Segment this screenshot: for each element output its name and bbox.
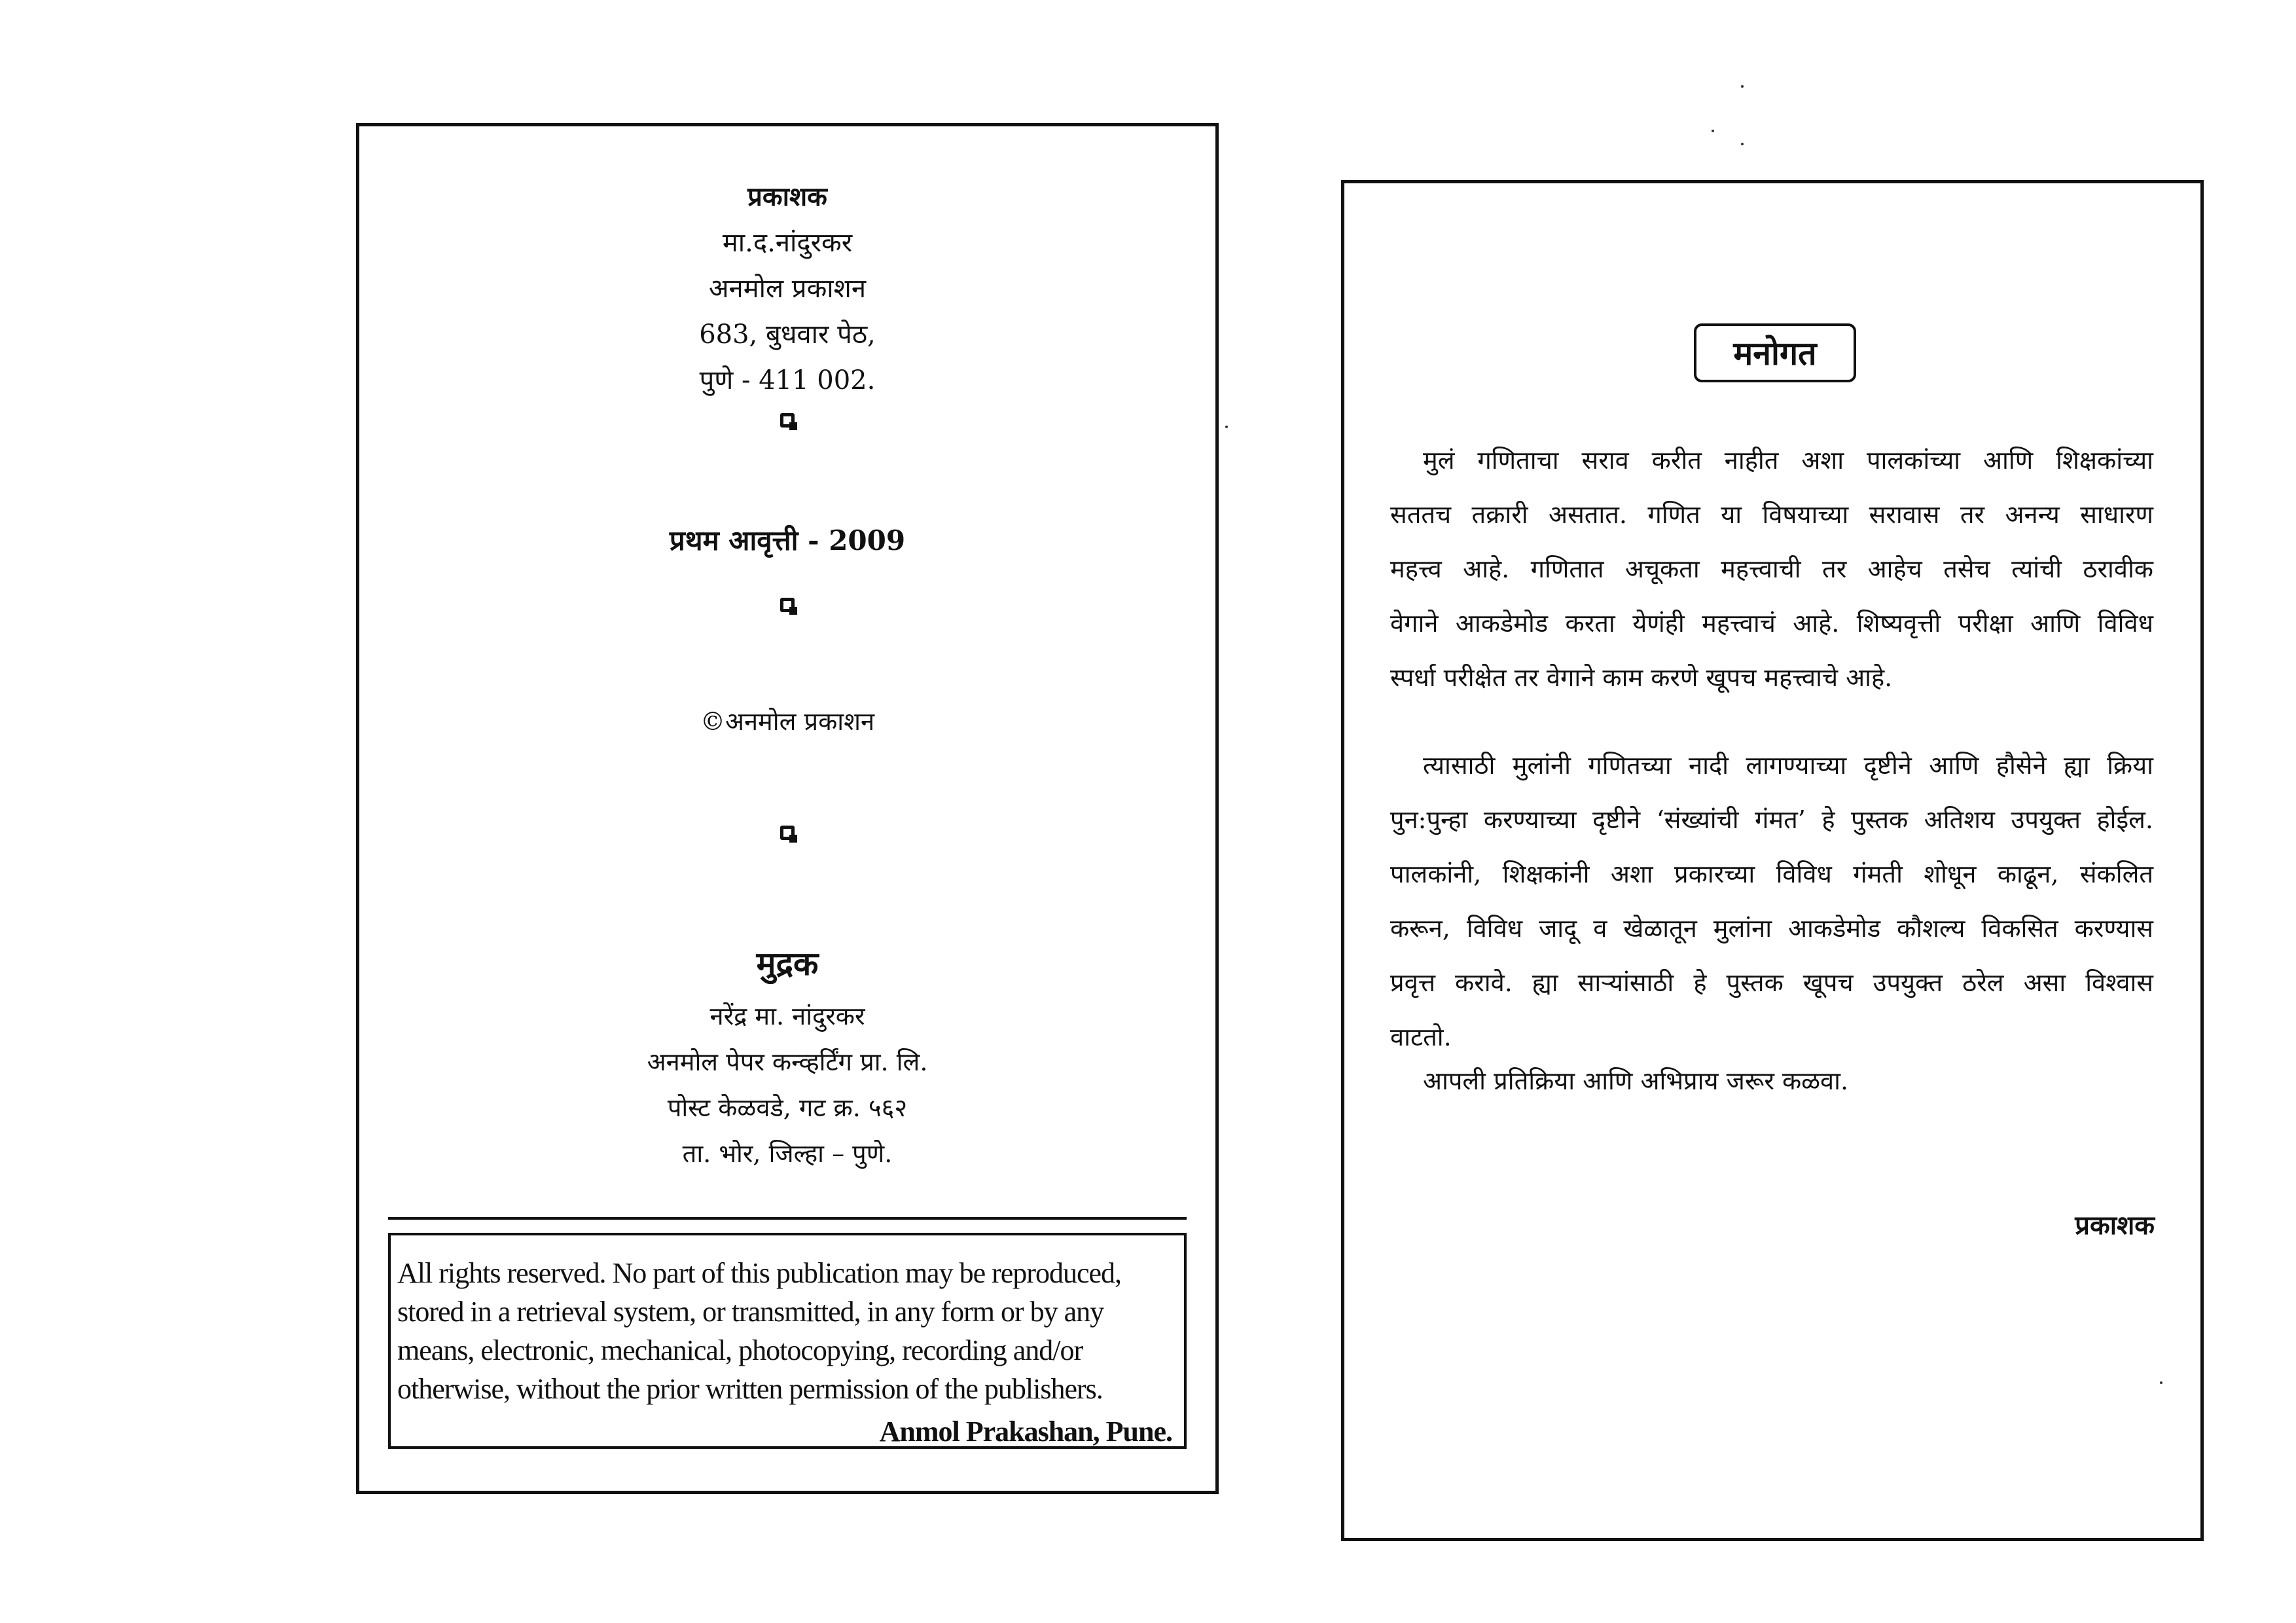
rights-notice [388, 1233, 1187, 1449]
printer-company: अनमोल पेपर कन्व्हर्टिंग प्रा. लि. [647, 1048, 928, 1076]
text-line: सततच तक्रारी असतात. गणित या विषयाच्या सरावास तर अनन्य साधारण [1390, 500, 2153, 529]
section-bullet-icon [780, 598, 795, 612]
edition-line: प्रथम आवृत्ती - 2009 [669, 524, 906, 556]
text-line: महत्त्व आहे. गणितात अचूकता महत्त्वाची तर आहेच तसेच त्यांची ठरावीक [1390, 555, 2153, 583]
scan-speck [1741, 85, 1744, 88]
preface-closing [1423, 1054, 2153, 1108]
publisher-heading: प्रकाशक [747, 181, 827, 212]
signature: प्रकाशक [2075, 1210, 2155, 1241]
scan-speck [1712, 130, 1714, 132]
printer-heading: मुद्रक [756, 944, 819, 983]
text-line: आपली प्रतिक्रिया आणि अभिप्राय जरूर कळवा. [1423, 1067, 1849, 1095]
preface-paragraph-2 [1390, 739, 2153, 1065]
text-line: प्रवृत्त करावे. ह्या साऱ्यांसाठी हे पुस्तक खूपच उपयुक्त ठरेल असा विश्वास [1390, 968, 2153, 997]
text-line: पालकांनी, शिक्षकांनी अशा प्रकारच्या विविध गंमती शोधून काढून, संकलित [1390, 860, 2153, 888]
publisher-name: मा.द.नांदुरकर [722, 228, 853, 258]
scan-speck [2160, 1381, 2162, 1384]
text-line: करून, विविध जादू व खेळातून मुलांना आकडेमोड कौशल्य विकसित करण्यास [1390, 914, 2153, 943]
rights-line: means, electronic, mechanical, photocopying, recording and/or [397, 1334, 1083, 1366]
publisher-company: अनमोल प्रकाशन [708, 274, 867, 304]
rights-signature: Anmol Prakashan, Pune. [879, 1415, 1172, 1448]
imprint-page [356, 123, 1219, 1494]
text-line: वेगाने आकडेमोड करता येणंही महत्त्वाचं आहे. शिष्यवृत्ती परीक्षा आणि विविध [1390, 609, 2153, 638]
copyright-line: ©अनमोल प्रकाशन [700, 707, 875, 736]
printer-district: ता. भोर, जिल्हा – पुणे. [682, 1139, 893, 1168]
publisher-city: पुणे - 411 002. [699, 365, 876, 395]
text-line: त्यासाठी मुलांनी गणितच्या नादी लागण्याच्या दृष्टीने आणि हौसेने ह्या क्रिया [1423, 751, 2153, 780]
rights-line: otherwise, without the prior written permission of the publishers. [397, 1373, 1103, 1405]
text-line: स्पर्धा परीक्षेत तर वेगाने काम करणे खूपच महत्त्वाचे आहे. [1390, 663, 1893, 692]
section-bullet-icon [780, 826, 795, 840]
text-line: मुलं गणिताचा सराव करीत नाहीत अशा पालकांच्या आणि शिक्षकांच्या [1423, 446, 2153, 475]
page-title: मनोगत [1694, 323, 1856, 382]
scan-speck [1741, 143, 1744, 145]
preface-paragraph-1 [1390, 433, 2153, 705]
printer-name: नरेंद्र मा. नांदुरकर [709, 1002, 865, 1030]
divider [388, 1217, 1187, 1220]
scan-speck [1225, 426, 1228, 428]
printer-address: पोस्ट केळवडे, गट क्र. ५६२ [667, 1093, 908, 1122]
text-line: पुन:पुन्हा करण्याच्या दृष्टीने ‘संख्यांची गंमत’ हे पुस्तक अतिशय उपयुक्त होईल. [1390, 805, 2153, 834]
publisher-address: 683, बुधवार पेठ, [699, 319, 876, 350]
preface-page [1341, 180, 2204, 1541]
section-bullet-icon [780, 413, 795, 428]
rights-line: stored in a retrieval system, or transmitted, in any form or by any [397, 1296, 1104, 1328]
text-line: वाटतो. [1390, 1023, 1452, 1051]
rights-line: All rights reserved. No part of this publication may be reproduced, [397, 1257, 1122, 1289]
